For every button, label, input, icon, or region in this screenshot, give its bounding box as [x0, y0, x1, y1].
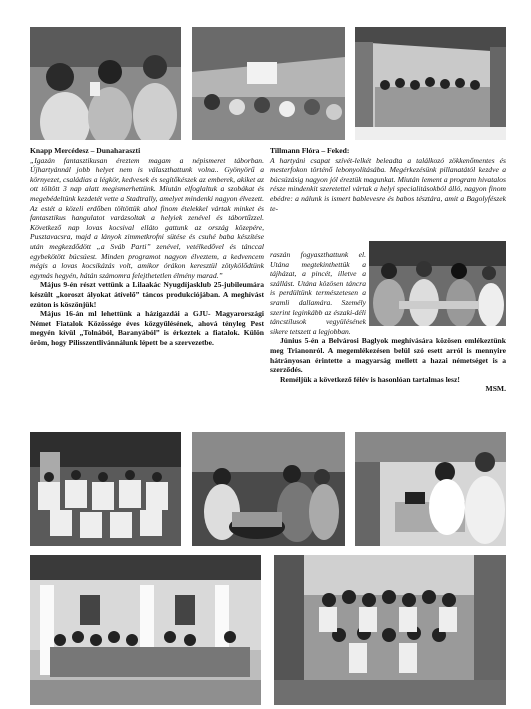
photo-group-shirts — [30, 432, 181, 546]
photo-kitchen-baking — [355, 432, 506, 546]
photo-group-garden — [274, 555, 506, 705]
photo-group-outdoor-hall — [355, 27, 506, 140]
quote-tillmann-part2: raszán fogyaszthattunk el. Utána megtekinthettük a tájházat, a pincét, illetve a szállást. Utána közösen táncra is perdültünk természetesen a sramli dallamára. Személy szerint leginkább az északi-déli táncstílusok vegyülésének sikere tetszett a legjobban. — [270, 250, 366, 336]
author-tillmann: Tillmann Flóra – Feked: — [270, 146, 350, 155]
right-text-column-continued — [270, 250, 506, 430]
news-item-closing: Reméljük a következő félév is hasonlóan tartalmas lesz! — [280, 374, 460, 384]
author-knapp: Knapp Mercédesz – Dunaharaszti — [30, 146, 141, 155]
quote-tillmann-part1: A hartyáni csapat szívét-lelkét beleadta a találkozó zökkenőmentes és mesterfokon történő lebonyolításába. Megérkezésünk pillanatától kezdve a búcsúzásig nagyon jól éreztük magunkat. Miután lement a program hivatalos része mindenkit szeretettel vártak a helyi specialitásokból álló, nagyon finom ebédre: a nálunk is ismert bablevesre és babos tésztára, amit a Bagolyfészek te- — [270, 155, 506, 213]
news-item-june-5: Június 5-én a Belvárosi Baglyok meghívására közösen emlékeztünk meg Trianonról. A megemlékezésen belül szó esett arról is mennyire hátrányosan érintette a magyarság mellett a hazai németséget is a szerződés. — [270, 336, 506, 375]
photo-group-house-porch — [30, 555, 261, 705]
photo-presentation-room — [192, 27, 345, 140]
news-item-may-9: Május 9-én részt vettünk a Lilaakác Nyugdíjasklub 25-jubileumára készült „koroszt ályokat átívelő” táncos produkciójában. A meghívást ezúton is köszönjük! — [30, 280, 264, 309]
signature: MSM. — [485, 384, 506, 394]
left-text-column — [30, 146, 264, 428]
quote-knapp: „Igazán fantasztikusan éreztem magam a népismeret táborban. Újhartyánnál jobb helyet nem is választhattunk volna.. Gyönyörű a környezet, családias a légkör, kedvesek és segítőkészek az emberek, akiket az ott töltött 3 nap alatt megismerhettünk. Miután elfoglaltuk a szobákat és megebédeltünk kezdetét vette a Stadtrally, amelyet mindenki nagyon élvezett. Az estét a közeli erdőben töltöttük ahol finom ételekkel vártak minket és fantasztikus hangulatot varázsoltak a helyiek zenével és tábortűzzel. Következő nap lovas kocsival elláto gattunk az ország közepére, Pusztavacsra, majd a lányok zimmetkrofni sütése és csuhé baba készítése után megkezdődött „a Sváb Parti” zenével, vetélkedővel és tánccal egybekötött búcsúest. Minden programot nagyon élveztem, a kedvencem mégis a lovas kocsikázás volt, amikor órákon keresztül zötykölődtünk egymás hegyén, hátán számomra felejthetetlen élmény marad.” — [30, 155, 264, 280]
news-item-may-16: Május 16-án ml lehettünk a házigazdái a GJU- Magyarországi Német Fiatalok Közössége éves közgyűlésének, ahová tényleg Pest megyén kívül „Tolnából, Baranyából” is érkeztek a fiatalok. Külön öröm, hogy Pilisszentlivánnálunk lépett be a szervezetbe. — [30, 309, 264, 347]
photo-girls-drinking — [30, 27, 181, 140]
photo-cooking-pot — [192, 432, 345, 546]
